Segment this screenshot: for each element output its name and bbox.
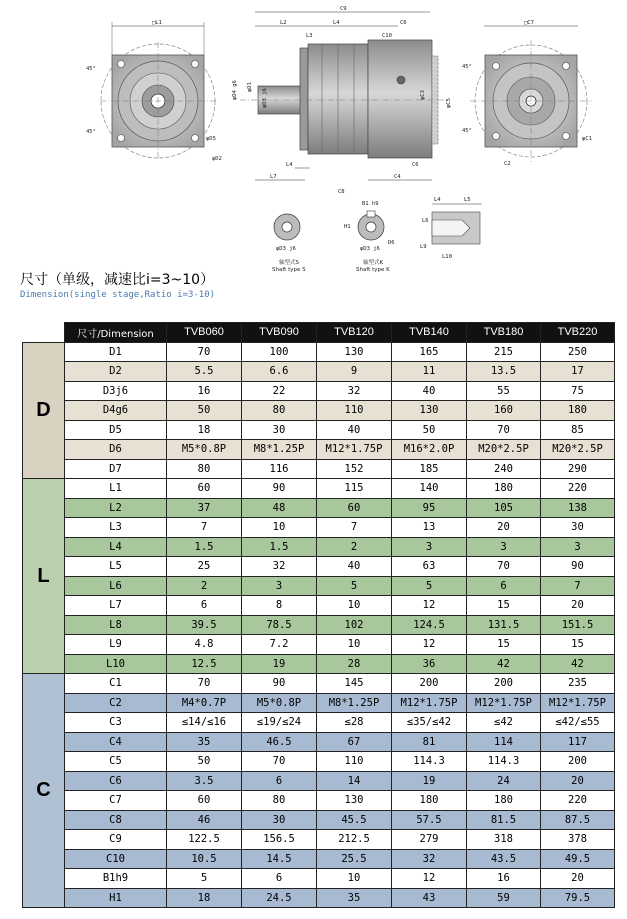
group-label: L	[23, 479, 65, 674]
table-row	[23, 342, 615, 362]
table-cell: ≤42	[467, 713, 541, 733]
table-cell: 117	[541, 732, 615, 752]
table-cell: 212.5	[317, 830, 392, 850]
table-cell: 55	[467, 381, 541, 401]
row-label: C9	[65, 830, 167, 850]
column-header: TVB180	[467, 323, 541, 343]
table-cell: 145	[317, 674, 392, 694]
dim-label: L4	[333, 20, 340, 26]
dim-label: □C7	[524, 20, 534, 26]
row-label: L7	[65, 596, 167, 616]
table-cell: 50	[392, 420, 467, 440]
table-cell: 32	[392, 849, 467, 869]
row-label: D6	[65, 440, 167, 460]
shaft-end-detail	[420, 197, 482, 260]
table-cell: 10.5	[167, 849, 242, 869]
table-row	[23, 557, 615, 577]
side-view	[232, 6, 452, 195]
table-cell: 57.5	[392, 810, 467, 830]
table-cell: 90	[242, 674, 317, 694]
table-cell: 180	[541, 401, 615, 421]
table-cell: 180	[392, 791, 467, 811]
table-cell: 10	[317, 869, 392, 889]
table-cell: 81	[392, 732, 467, 752]
row-label: L5	[65, 557, 167, 577]
dim-label: H1	[344, 224, 351, 230]
table-cell: 42	[467, 654, 541, 674]
table-cell: 35	[317, 888, 392, 908]
table-cell: 6	[467, 576, 541, 596]
row-label: D2	[65, 362, 167, 382]
table-row	[23, 362, 615, 382]
table-cell: 3	[541, 537, 615, 557]
table-cell: 25	[167, 557, 242, 577]
table-cell: M12*1.75P	[317, 440, 392, 460]
table-cell: 250	[541, 342, 615, 362]
table-cell: ≤42/≤55	[541, 713, 615, 733]
dim-label: C10	[382, 33, 392, 39]
table-cell: M16*2.0P	[392, 440, 467, 460]
table-cell: 124.5	[392, 615, 467, 635]
shaft-s-caption: 轴型式S	[279, 260, 299, 266]
table-cell: 279	[392, 830, 467, 850]
table-cell: 28	[317, 654, 392, 674]
technical-drawing	[0, 0, 627, 273]
column-header: TVB120	[317, 323, 392, 343]
table-cell: 20	[541, 869, 615, 889]
table-cell: 7	[541, 576, 615, 596]
group-label: D	[23, 342, 65, 479]
shaft-k-caption-en: Shaft type K	[356, 267, 390, 273]
table-row	[23, 518, 615, 538]
dim-label: C8	[338, 189, 345, 195]
table-row	[23, 420, 615, 440]
table-cell: 50	[167, 752, 242, 772]
table-cell: 131.5	[467, 615, 541, 635]
table-row	[23, 869, 615, 889]
table-cell: 70	[467, 420, 541, 440]
table-cell: 235	[541, 674, 615, 694]
table-cell: 20	[467, 518, 541, 538]
table-cell: 18	[167, 420, 242, 440]
dim-label: L6	[422, 218, 429, 224]
table-cell: 3	[392, 537, 467, 557]
table-row	[23, 732, 615, 752]
table-row	[23, 849, 615, 869]
table-cell: 40	[317, 420, 392, 440]
table-row	[23, 888, 615, 908]
table-cell: 122.5	[167, 830, 242, 850]
table-cell: 3	[467, 537, 541, 557]
table-cell: 5.5	[167, 362, 242, 382]
row-label: L1	[65, 479, 167, 499]
table-cell: 114	[467, 732, 541, 752]
table-cell: 90	[242, 479, 317, 499]
dim-label: φD3 j6	[262, 88, 268, 108]
table-row	[23, 810, 615, 830]
table-cell: 59	[467, 888, 541, 908]
table-cell: 20	[541, 596, 615, 616]
table-cell: 4.8	[167, 635, 242, 655]
table-cell: 5	[317, 576, 392, 596]
table-row	[23, 713, 615, 733]
dim-label: φC3	[420, 90, 426, 100]
row-label: B1h9	[65, 869, 167, 889]
table-cell: 6	[242, 869, 317, 889]
dim-label: D6	[388, 240, 395, 246]
table-cell: 3.5	[167, 771, 242, 791]
table-cell: 80	[242, 791, 317, 811]
table-cell: 14	[317, 771, 392, 791]
table-cell: 6.6	[242, 362, 317, 382]
row-label: C7	[65, 791, 167, 811]
table-cell: 15	[467, 635, 541, 655]
table-cell: 67	[317, 732, 392, 752]
table-cell: 50	[167, 401, 242, 421]
table-row	[23, 440, 615, 460]
row-label: D1	[65, 342, 167, 362]
table-cell: 32	[317, 381, 392, 401]
table-cell: 5	[392, 576, 467, 596]
table-cell: 8	[242, 596, 317, 616]
table-cell: 1.5	[167, 537, 242, 557]
dim-label: φD4 g6	[232, 80, 238, 100]
table-cell: 12.5	[167, 654, 242, 674]
table-cell: 85	[541, 420, 615, 440]
table-row	[23, 615, 615, 635]
dim-label: L7	[270, 174, 277, 180]
table-cell: M8*1.25P	[242, 440, 317, 460]
table-cell: 25.5	[317, 849, 392, 869]
table-cell: 12	[392, 635, 467, 655]
table-cell: 6	[167, 596, 242, 616]
table-cell: 40	[317, 557, 392, 577]
table-cell: 180	[467, 479, 541, 499]
dim-label: C6	[412, 162, 419, 168]
dim-label: φD5	[206, 136, 216, 142]
table-cell: 95	[392, 498, 467, 518]
row-label: C3	[65, 713, 167, 733]
table-cell: 60	[317, 498, 392, 518]
dim-label: C6	[400, 20, 407, 26]
table-cell: 17	[541, 362, 615, 382]
table-cell: 43	[392, 888, 467, 908]
column-header: TVB220	[541, 323, 615, 343]
table-row	[23, 537, 615, 557]
table-cell: 15	[467, 596, 541, 616]
table-row	[23, 401, 615, 421]
dim-label: C2	[504, 161, 511, 167]
table-cell: 156.5	[242, 830, 317, 850]
table-row	[23, 771, 615, 791]
row-label: L2	[65, 498, 167, 518]
table-cell: ≤19/≤24	[242, 713, 317, 733]
table-cell: 10	[317, 635, 392, 655]
table-cell: 39.5	[167, 615, 242, 635]
table-cell: M12*1.75P	[541, 693, 615, 713]
row-label: L8	[65, 615, 167, 635]
table-cell: M12*1.75P	[392, 693, 467, 713]
column-header: TVB060	[167, 323, 242, 343]
table-cell: 138	[541, 498, 615, 518]
dimension-table	[22, 322, 615, 908]
table-cell: 110	[317, 401, 392, 421]
table-cell: 2	[167, 576, 242, 596]
table-row	[23, 654, 615, 674]
table-cell: 15	[541, 635, 615, 655]
table-cell: ≤14/≤16	[167, 713, 242, 733]
group-label: C	[23, 674, 65, 908]
dim-label: C4	[394, 174, 401, 180]
dim-label: C9	[340, 6, 347, 12]
table-cell: 13.5	[467, 362, 541, 382]
dim-label: L4	[286, 162, 293, 168]
dim-label: L5	[464, 197, 471, 203]
row-label: C2	[65, 693, 167, 713]
table-cell: 10	[242, 518, 317, 538]
table-row	[23, 479, 615, 499]
table-cell: 43.5	[467, 849, 541, 869]
dim-label: φD3 j6	[276, 246, 296, 252]
table-cell: 46	[167, 810, 242, 830]
shaft-k-caption: 轴型式K	[363, 260, 384, 266]
row-label: L3	[65, 518, 167, 538]
dim-label: φC5	[446, 98, 452, 108]
row-label: D7	[65, 459, 167, 479]
table-row	[23, 791, 615, 811]
table-cell: 40	[392, 381, 467, 401]
table-cell: 24	[467, 771, 541, 791]
column-header: TVB140	[392, 323, 467, 343]
table-cell: 185	[392, 459, 467, 479]
table-cell: 7	[317, 518, 392, 538]
table-cell: 16	[467, 869, 541, 889]
table-cell: 240	[467, 459, 541, 479]
table-cell: 81.5	[467, 810, 541, 830]
table-row	[23, 830, 615, 850]
dim-label: L9	[420, 244, 427, 250]
dim-label: L3	[306, 33, 313, 39]
table-cell: 12	[392, 596, 467, 616]
table-cell: 114.3	[392, 752, 467, 772]
dim-label: L10	[442, 254, 452, 260]
title-block	[20, 265, 420, 307]
table-cell: 105	[467, 498, 541, 518]
table-cell: 13	[392, 518, 467, 538]
table-cell: 70	[467, 557, 541, 577]
row-label: C1	[65, 674, 167, 694]
table-cell: 110	[317, 752, 392, 772]
table-cell: 2	[317, 537, 392, 557]
dim-label: 45°	[462, 128, 472, 134]
table-cell: ≤28	[317, 713, 392, 733]
table-cell: 165	[392, 342, 467, 362]
table-cell: 10	[317, 596, 392, 616]
table-cell: 102	[317, 615, 392, 635]
table-cell: 7	[167, 518, 242, 538]
table-cell: M8*1.25P	[317, 693, 392, 713]
row-label: L6	[65, 576, 167, 596]
table-cell: 60	[167, 791, 242, 811]
table-body	[23, 342, 615, 908]
table-cell: 70	[167, 342, 242, 362]
row-label: L4	[65, 537, 167, 557]
page-title: 尺寸（单级，减速比i=3~10）	[20, 272, 215, 288]
table-cell: 36	[392, 654, 467, 674]
table-cell: 16	[167, 381, 242, 401]
table-cell: M20*2.5P	[541, 440, 615, 460]
table-cell: 70	[167, 674, 242, 694]
front-view-output	[86, 20, 222, 162]
table-cell: 22	[242, 381, 317, 401]
table-cell: 100	[242, 342, 317, 362]
table-cell: M5*0.8P	[167, 440, 242, 460]
table-cell: 30	[242, 420, 317, 440]
table-cell: 151.5	[541, 615, 615, 635]
table-cell: M4*0.7P	[167, 693, 242, 713]
table-cell: 78.5	[242, 615, 317, 635]
table-cell: 79.5	[541, 888, 615, 908]
table-cell: 30	[242, 810, 317, 830]
table-cell: ≤35/≤42	[392, 713, 467, 733]
table-row	[23, 635, 615, 655]
row-label: C10	[65, 849, 167, 869]
table-cell: 30	[541, 518, 615, 538]
table-cell: 45.5	[317, 810, 392, 830]
table-cell: 290	[541, 459, 615, 479]
table-row	[23, 381, 615, 401]
table-cell: 70	[242, 752, 317, 772]
table-cell: 152	[317, 459, 392, 479]
table-cell: 115	[317, 479, 392, 499]
table-cell: 9	[317, 362, 392, 382]
row-label: L9	[65, 635, 167, 655]
row-label: C4	[65, 732, 167, 752]
row-label: C8	[65, 810, 167, 830]
dim-label: φD1	[247, 82, 253, 92]
table-row	[23, 459, 615, 479]
table-cell: 19	[392, 771, 467, 791]
table-row	[23, 752, 615, 772]
table-cell: 130	[317, 342, 392, 362]
column-header: 尺寸/Dimension	[65, 323, 167, 343]
table-cell: 24.5	[242, 888, 317, 908]
table-cell: 114.3	[467, 752, 541, 772]
dim-label: 45°	[86, 66, 96, 72]
corner-cell	[23, 323, 65, 343]
table-cell: 63	[392, 557, 467, 577]
table-cell: 220	[541, 791, 615, 811]
table-cell: 7.2	[242, 635, 317, 655]
front-view-input	[462, 20, 592, 167]
row-label: C5	[65, 752, 167, 772]
table-cell: 160	[467, 401, 541, 421]
table-cell: 87.5	[541, 810, 615, 830]
row-label: D3j6	[65, 381, 167, 401]
column-header: TVB090	[242, 323, 317, 343]
table-cell: 6	[242, 771, 317, 791]
table-cell: 3	[242, 576, 317, 596]
table-cell: 130	[392, 401, 467, 421]
table-cell: 35	[167, 732, 242, 752]
dim-label: L2	[280, 20, 287, 26]
table-cell: 220	[541, 479, 615, 499]
table-cell: 130	[317, 791, 392, 811]
table-cell: 1.5	[242, 537, 317, 557]
table-cell: 37	[167, 498, 242, 518]
table-cell: 46.5	[242, 732, 317, 752]
shaft-s-caption-en: Shaft type S	[272, 267, 306, 273]
table-cell: 80	[167, 459, 242, 479]
table-cell: 42	[541, 654, 615, 674]
row-label: D4g6	[65, 401, 167, 421]
shaft-type-k	[344, 201, 395, 273]
table-cell: M12*1.75P	[467, 693, 541, 713]
table-cell: 48	[242, 498, 317, 518]
table-cell: 75	[541, 381, 615, 401]
table-cell: 180	[467, 791, 541, 811]
table-cell: 14.5	[242, 849, 317, 869]
row-label: D5	[65, 420, 167, 440]
table-row	[23, 596, 615, 616]
table-cell: 18	[167, 888, 242, 908]
table-cell: 49.5	[541, 849, 615, 869]
table-cell: 116	[242, 459, 317, 479]
table-cell: 11	[392, 362, 467, 382]
row-label: L10	[65, 654, 167, 674]
row-label: H1	[65, 888, 167, 908]
table-cell: 80	[242, 401, 317, 421]
table-cell: 20	[541, 771, 615, 791]
dim-label: □L1	[152, 20, 162, 26]
dim-label: φD3 j6	[360, 246, 380, 252]
dim-label: 45°	[462, 64, 472, 70]
table-row	[23, 674, 615, 694]
row-label: C6	[65, 771, 167, 791]
dim-label: 45°	[86, 129, 96, 135]
table-cell: 378	[541, 830, 615, 850]
dim-label: B1 h9	[362, 201, 379, 207]
table-cell: 32	[242, 557, 317, 577]
table-cell: 200	[467, 674, 541, 694]
table-row	[23, 576, 615, 596]
table-header-row	[23, 323, 615, 343]
table-cell: 90	[541, 557, 615, 577]
dim-label: φD2	[212, 156, 222, 162]
table-cell: 60	[167, 479, 242, 499]
table-cell: 140	[392, 479, 467, 499]
table-cell: 5	[167, 869, 242, 889]
table-row	[23, 693, 615, 713]
table-cell: 200	[541, 752, 615, 772]
table-cell: 318	[467, 830, 541, 850]
table-cell: 19	[242, 654, 317, 674]
dim-label: L4	[434, 197, 441, 203]
table-cell: 200	[392, 674, 467, 694]
dim-label: φC1	[582, 136, 592, 142]
table-cell: M20*2.5P	[467, 440, 541, 460]
table-cell: 215	[467, 342, 541, 362]
table-cell: M5*0.8P	[242, 693, 317, 713]
table-row	[23, 498, 615, 518]
table-cell: 12	[392, 869, 467, 889]
page-subtitle: Dimension(single stage,Ratio i=3-10)	[20, 290, 216, 300]
